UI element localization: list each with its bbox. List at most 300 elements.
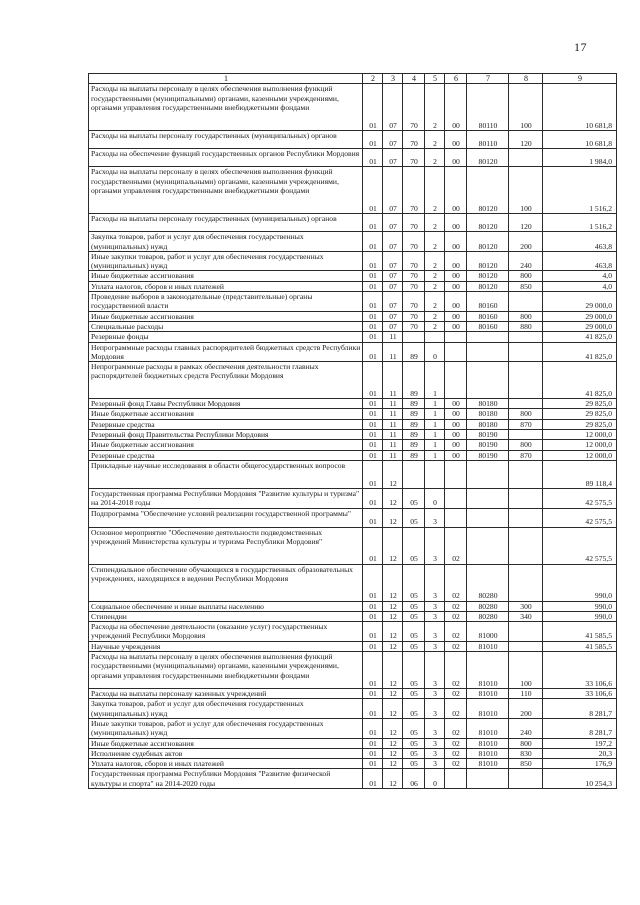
header-cell-5: 5 [425, 74, 445, 84]
subprogram-cell: 3 [425, 564, 445, 601]
row-name-cell: Научные учреждения [89, 641, 363, 651]
measure-cell: 02 [445, 689, 467, 699]
expense-type-cell [509, 527, 543, 564]
table-row [89, 321, 617, 331]
measure-cell: 00 [445, 214, 467, 232]
table-row [89, 332, 617, 342]
table-row [89, 601, 617, 611]
measure-cell: 00 [445, 167, 467, 214]
program-cell: 70 [403, 251, 425, 271]
row-name-cell: Основное мероприятие "Обеспечение деятельности подведомственных учреждений Министерства культуры и туризма Республики Мордовия" [89, 527, 363, 564]
subsection-cell: 07 [383, 149, 403, 167]
amount-cell: 41 825,0 [543, 342, 617, 362]
section-cell: 01 [363, 769, 383, 789]
row-name-cell: Социальное обеспечение и иные выплаты населению [89, 601, 363, 611]
expense-type-cell [509, 460, 543, 488]
direction-cell: 80120 [467, 149, 509, 167]
subprogram-cell: 2 [425, 131, 445, 149]
section-cell: 01 [363, 271, 383, 281]
subprogram-cell: 3 [425, 611, 445, 621]
row-name-cell: Иные закупки товаров, работ и услуг для обеспечения государственных (муниципальных) нужд [89, 251, 363, 271]
measure-cell [445, 362, 467, 399]
table-row [89, 281, 617, 291]
table-row [89, 460, 617, 488]
amount-cell: 20,3 [543, 748, 617, 758]
section-cell: 01 [363, 251, 383, 271]
table-header-row [89, 74, 617, 84]
section-cell: 01 [363, 409, 383, 419]
amount-cell: 176,9 [543, 759, 617, 769]
direction-cell [467, 508, 509, 527]
expense-type-cell: 100 [509, 84, 543, 131]
subprogram-cell: 3 [425, 759, 445, 769]
program-cell: 05 [403, 759, 425, 769]
program-cell: 05 [403, 611, 425, 621]
measure-cell [445, 332, 467, 342]
direction-cell: 81010 [467, 641, 509, 651]
direction-cell: 80160 [467, 321, 509, 331]
section-cell: 01 [363, 527, 383, 564]
table-row [89, 409, 617, 419]
expense-type-cell [509, 430, 543, 440]
program-cell: 70 [403, 292, 425, 312]
row-name-cell: Иные бюджетные ассигнования [89, 738, 363, 748]
expense-type-cell: 100 [509, 652, 543, 689]
measure-cell [445, 342, 467, 362]
program-cell [403, 460, 425, 488]
program-cell: 05 [403, 652, 425, 689]
program-cell: 05 [403, 748, 425, 758]
amount-cell: 33 106,6 [543, 652, 617, 689]
subsection-cell: 12 [383, 508, 403, 527]
direction-cell [467, 342, 509, 362]
row-name-cell: Иные бюджетные ассигнования [89, 409, 363, 419]
subprogram-cell: 3 [425, 738, 445, 748]
section-cell: 01 [363, 652, 383, 689]
measure-cell: 02 [445, 641, 467, 651]
row-name-cell: Иные бюджетные ассигнования [89, 311, 363, 321]
program-cell: 89 [403, 450, 425, 460]
table-row [89, 131, 617, 149]
program-cell: 89 [403, 440, 425, 450]
section-cell: 01 [363, 508, 383, 527]
amount-cell: 29 825,0 [543, 399, 617, 409]
amount-cell: 990,0 [543, 564, 617, 601]
subprogram-cell: 2 [425, 292, 445, 312]
measure-cell: 00 [445, 251, 467, 271]
measure-cell: 02 [445, 527, 467, 564]
budget-table [88, 73, 617, 789]
subprogram-cell: 2 [425, 232, 445, 252]
row-name-cell: Резервный фонд Правительства Республики Мордовия [89, 430, 363, 440]
subsection-cell: 12 [383, 641, 403, 651]
table-row [89, 214, 617, 232]
row-name-cell: Иные бюджетные ассигнования [89, 440, 363, 450]
measure-cell: 02 [445, 718, 467, 738]
program-cell: 70 [403, 321, 425, 331]
direction-cell: 81010 [467, 718, 509, 738]
program-cell: 70 [403, 167, 425, 214]
header-cell-6: 6 [445, 74, 467, 84]
subprogram-cell: 3 [425, 652, 445, 689]
section-cell: 01 [363, 362, 383, 399]
program-cell: 06 [403, 769, 425, 789]
subsection-cell: 07 [383, 131, 403, 149]
direction-cell: 81010 [467, 699, 509, 719]
subsection-cell: 11 [383, 450, 403, 460]
amount-cell: 41 585,5 [543, 622, 617, 642]
direction-cell: 80180 [467, 399, 509, 409]
amount-cell: 41 585,5 [543, 641, 617, 651]
row-name-cell: Проведение выборов в законодательные (представительные) органы государственной власти [89, 292, 363, 312]
measure-cell: 00 [445, 131, 467, 149]
measure-cell: 02 [445, 564, 467, 601]
table-row [89, 419, 617, 429]
expense-type-cell: 340 [509, 611, 543, 621]
program-cell: 89 [403, 342, 425, 362]
program-cell: 70 [403, 232, 425, 252]
amount-cell: 10 681,8 [543, 131, 617, 149]
subsection-cell: 12 [383, 699, 403, 719]
subprogram-cell: 2 [425, 311, 445, 321]
subprogram-cell: 1 [425, 450, 445, 460]
row-name-cell: Закупка товаров, работ и услуг для обеспечения государственных (муниципальных) нужд [89, 232, 363, 252]
subsection-cell: 11 [383, 399, 403, 409]
subsection-cell: 12 [383, 689, 403, 699]
subsection-cell: 07 [383, 251, 403, 271]
table-row [89, 759, 617, 769]
program-cell [403, 332, 425, 342]
row-name-cell: Расходы на выплаты персоналу в целях обеспечения выполнения функций государственными (муниципальными) органами, казенными учреждениями, органами управления государственными внебюджетными фондами [89, 84, 363, 131]
subsection-cell: 07 [383, 281, 403, 291]
table-row [89, 748, 617, 758]
expense-type-cell: 300 [509, 601, 543, 611]
amount-cell: 197,2 [543, 738, 617, 748]
program-cell: 05 [403, 601, 425, 611]
direction-cell: 81000 [467, 622, 509, 642]
expense-type-cell: 240 [509, 718, 543, 738]
direction-cell [467, 488, 509, 508]
direction-cell: 80120 [467, 167, 509, 214]
table-row [89, 342, 617, 362]
direction-cell: 81010 [467, 748, 509, 758]
table-row [89, 689, 617, 699]
subprogram-cell: 0 [425, 769, 445, 789]
header-cell-3: 3 [383, 74, 403, 84]
expense-type-cell [509, 769, 543, 789]
amount-cell: 12 000,0 [543, 430, 617, 440]
amount-cell: 29 000,0 [543, 311, 617, 321]
table-row [89, 738, 617, 748]
table-row [89, 450, 617, 460]
row-name-cell: Расходы на выплаты персоналу в целях обеспечения выполнения функций государственными (муниципальными) органами, казенными учреждениями, органами управления государственными внебюджетными фондами [89, 652, 363, 689]
direction-cell: 80190 [467, 450, 509, 460]
section-cell: 01 [363, 488, 383, 508]
expense-type-cell: 850 [509, 759, 543, 769]
direction-cell [467, 332, 509, 342]
subprogram-cell [425, 460, 445, 488]
amount-cell: 42 575,5 [543, 527, 617, 564]
table-row [89, 251, 617, 271]
subprogram-cell: 3 [425, 527, 445, 564]
header-cell-1: 1 [89, 74, 363, 84]
amount-cell: 10 681,8 [543, 84, 617, 131]
subprogram-cell: 2 [425, 167, 445, 214]
direction-cell: 80280 [467, 611, 509, 621]
subsection-cell: 11 [383, 362, 403, 399]
section-cell: 01 [363, 84, 383, 131]
measure-cell: 02 [445, 622, 467, 642]
subsection-cell: 12 [383, 738, 403, 748]
header-cell-8: 8 [509, 74, 543, 84]
expense-type-cell: 830 [509, 748, 543, 758]
direction-cell: 80280 [467, 601, 509, 611]
program-cell: 05 [403, 564, 425, 601]
subprogram-cell: 0 [425, 342, 445, 362]
table-row [89, 652, 617, 689]
measure-cell: 00 [445, 84, 467, 131]
expense-type-cell [509, 564, 543, 601]
section-cell: 01 [363, 460, 383, 488]
subsection-cell: 11 [383, 440, 403, 450]
section-cell: 01 [363, 738, 383, 748]
direction-cell: 80180 [467, 409, 509, 419]
subsection-cell: 11 [383, 342, 403, 362]
row-name-cell: Расходы на обеспечение деятельности (оказание услуг) государственных учреждений Республики Мордовия [89, 622, 363, 642]
expense-type-cell: 870 [509, 419, 543, 429]
program-cell: 89 [403, 419, 425, 429]
subsection-cell: 07 [383, 232, 403, 252]
expense-type-cell [509, 622, 543, 642]
expense-type-cell [509, 399, 543, 409]
section-cell: 01 [363, 440, 383, 450]
row-name-cell: Государственная программа Республики Мордовия "Развитие физической культуры и спорта" на 2014-2020 годы [89, 769, 363, 789]
expense-type-cell: 120 [509, 131, 543, 149]
measure-cell [445, 769, 467, 789]
subprogram-cell: 0 [425, 488, 445, 508]
subprogram-cell: 1 [425, 440, 445, 450]
amount-cell: 29 825,0 [543, 419, 617, 429]
section-cell: 01 [363, 167, 383, 214]
measure-cell: 00 [445, 409, 467, 419]
table-row [89, 488, 617, 508]
amount-cell: 29 000,0 [543, 292, 617, 312]
measure-cell: 00 [445, 271, 467, 281]
amount-cell: 4,0 [543, 271, 617, 281]
row-name-cell: Непрограммные расходы главных распорядителей бюджетных средств Республики Мордовия [89, 342, 363, 362]
section-cell: 01 [363, 399, 383, 409]
expense-type-cell [509, 342, 543, 362]
subprogram-cell: 1 [425, 399, 445, 409]
subprogram-cell: 3 [425, 689, 445, 699]
amount-cell: 463,8 [543, 232, 617, 252]
expense-type-cell: 100 [509, 167, 543, 214]
amount-cell: 12 000,0 [543, 450, 617, 460]
measure-cell: 02 [445, 738, 467, 748]
subsection-cell: 12 [383, 748, 403, 758]
measure-cell: 00 [445, 149, 467, 167]
row-name-cell: Резервные средства [89, 450, 363, 460]
section-cell: 01 [363, 611, 383, 621]
section-cell: 01 [363, 689, 383, 699]
expense-type-cell: 110 [509, 689, 543, 699]
program-cell: 89 [403, 430, 425, 440]
subprogram-cell: 1 [425, 409, 445, 419]
subsection-cell: 12 [383, 564, 403, 601]
row-name-cell: Расходы на выплаты персоналу государственных (муниципальных) органов [89, 131, 363, 149]
section-cell: 01 [363, 419, 383, 429]
amount-cell: 10 254,3 [543, 769, 617, 789]
table-row [89, 508, 617, 527]
subprogram-cell: 2 [425, 84, 445, 131]
direction-cell: 80190 [467, 430, 509, 440]
program-cell: 70 [403, 311, 425, 321]
program-cell: 05 [403, 689, 425, 699]
section-cell: 01 [363, 450, 383, 460]
subprogram-cell: 2 [425, 214, 445, 232]
measure-cell: 02 [445, 652, 467, 689]
direction-cell: 80120 [467, 271, 509, 281]
direction-cell: 81010 [467, 738, 509, 748]
section-cell: 01 [363, 718, 383, 738]
measure-cell: 00 [445, 440, 467, 450]
subprogram-cell: 3 [425, 699, 445, 719]
expense-type-cell: 870 [509, 450, 543, 460]
section-cell: 01 [363, 564, 383, 601]
header-cell-4: 4 [403, 74, 425, 84]
measure-cell: 00 [445, 419, 467, 429]
row-name-cell: Расходы на выплаты персоналу казенных учреждений [89, 689, 363, 699]
section-cell: 01 [363, 292, 383, 312]
table-row [89, 699, 617, 719]
section-cell: 01 [363, 430, 383, 440]
table-row [89, 527, 617, 564]
amount-cell: 8 281,7 [543, 718, 617, 738]
program-cell: 89 [403, 362, 425, 399]
row-name-cell: Резервные средства [89, 419, 363, 429]
header-cell-7: 7 [467, 74, 509, 84]
table-row [89, 718, 617, 738]
amount-cell: 12 000,0 [543, 440, 617, 450]
direction-cell [467, 460, 509, 488]
amount-cell: 1 516,2 [543, 214, 617, 232]
table-row [89, 84, 617, 131]
program-cell: 05 [403, 508, 425, 527]
direction-cell: 80110 [467, 131, 509, 149]
program-cell: 70 [403, 149, 425, 167]
direction-cell [467, 362, 509, 399]
row-name-cell: Уплата налогов, сборов и иных платежей [89, 759, 363, 769]
section-cell: 01 [363, 332, 383, 342]
measure-cell [445, 460, 467, 488]
table-row [89, 311, 617, 321]
table-row [89, 232, 617, 252]
row-name-cell: Стипендии [89, 611, 363, 621]
subprogram-cell: 1 [425, 362, 445, 399]
direction-cell: 80280 [467, 564, 509, 601]
expense-type-cell: 120 [509, 214, 543, 232]
row-name-cell: Прикладные научные исследования в области общегосударственных вопросов [89, 460, 363, 488]
direction-cell: 80120 [467, 214, 509, 232]
subsection-cell: 12 [383, 769, 403, 789]
subprogram-cell: 2 [425, 281, 445, 291]
measure-cell: 00 [445, 321, 467, 331]
direction-cell: 80180 [467, 419, 509, 429]
subsection-cell: 07 [383, 292, 403, 312]
measure-cell: 02 [445, 759, 467, 769]
expense-type-cell [509, 362, 543, 399]
amount-cell: 463,8 [543, 251, 617, 271]
measure-cell: 00 [445, 399, 467, 409]
direction-cell: 80120 [467, 251, 509, 271]
section-cell: 01 [363, 131, 383, 149]
expense-type-cell: 800 [509, 311, 543, 321]
measure-cell: 00 [445, 311, 467, 321]
measure-cell: 02 [445, 748, 467, 758]
measure-cell: 00 [445, 430, 467, 440]
row-name-cell: Специальные расходы [89, 321, 363, 331]
subprogram-cell: 3 [425, 748, 445, 758]
section-cell: 01 [363, 214, 383, 232]
measure-cell: 00 [445, 292, 467, 312]
direction-cell: 80110 [467, 84, 509, 131]
subsection-cell: 11 [383, 409, 403, 419]
amount-cell: 1 516,2 [543, 167, 617, 214]
table-row [89, 611, 617, 621]
expense-type-cell: 240 [509, 251, 543, 271]
row-name-cell: Расходы на выплаты персоналу государственных (муниципальных) органов [89, 214, 363, 232]
section-cell: 01 [363, 321, 383, 331]
subprogram-cell: 2 [425, 271, 445, 281]
row-name-cell: Резервные фонды [89, 332, 363, 342]
section-cell: 01 [363, 149, 383, 167]
program-cell: 05 [403, 718, 425, 738]
amount-cell: 41 825,0 [543, 332, 617, 342]
table-row [89, 149, 617, 167]
expense-type-cell [509, 332, 543, 342]
subprogram-cell [425, 332, 445, 342]
subsection-cell: 07 [383, 214, 403, 232]
table-row [89, 271, 617, 281]
subsection-cell: 11 [383, 419, 403, 429]
subprogram-cell: 2 [425, 251, 445, 271]
expense-type-cell: 800 [509, 738, 543, 748]
program-cell: 70 [403, 131, 425, 149]
program-cell: 05 [403, 699, 425, 719]
measure-cell: 02 [445, 601, 467, 611]
subprogram-cell: 3 [425, 601, 445, 611]
expense-type-cell: 800 [509, 440, 543, 450]
table-row [89, 641, 617, 651]
row-name-cell: Непрограммные расходы в рамках обеспечения деятельности главных распорядителей бюджетных средств Республики Мордовия [89, 362, 363, 399]
section-cell: 01 [363, 601, 383, 611]
expense-type-cell: 880 [509, 321, 543, 331]
header-cell-9: 9 [543, 74, 617, 84]
section-cell: 01 [363, 641, 383, 651]
row-name-cell: Иные бюджетные ассигнования [89, 271, 363, 281]
subsection-cell: 12 [383, 718, 403, 738]
measure-cell [445, 508, 467, 527]
row-name-cell: Резервный фонд Главы Республики Мордовия [89, 399, 363, 409]
amount-cell: 29 000,0 [543, 321, 617, 331]
subprogram-cell: 3 [425, 718, 445, 738]
measure-cell: 00 [445, 281, 467, 291]
direction-cell: 81010 [467, 689, 509, 699]
expense-type-cell [509, 488, 543, 508]
row-name-cell: Расходы на обеспечение функций государственных органов Республики Мордовия [89, 149, 363, 167]
row-name-cell: Закупка товаров, работ и услуг для обеспечения государственных (муниципальных) нужд [89, 699, 363, 719]
row-name-cell: Стипендиальное обеспечение обучающихся в государственных образовательных учреждениях, находящихся в ведении Республики Мордовия [89, 564, 363, 601]
